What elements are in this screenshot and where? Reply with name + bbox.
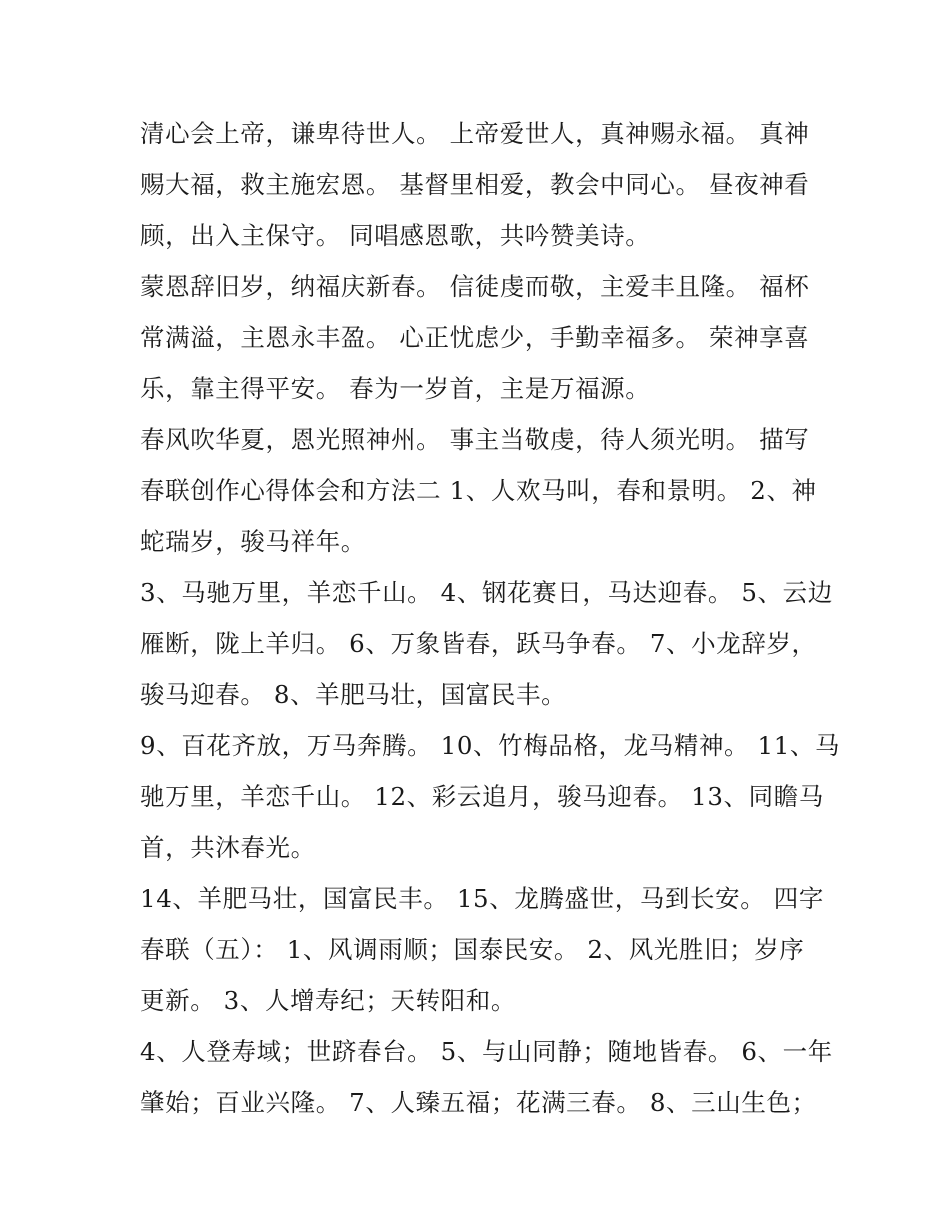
paragraph-3 [140,414,820,567]
text-line: 首，共沐春光。 [140,833,316,862]
text-line: 更新。 3、人增寿纪；天转阳和。 [140,986,516,1015]
text-line: 春联（五）： 1、风调雨顺；国泰民安。 2、风光胜旧；岁序 [140,935,805,964]
text-line: 肇始；百业兴隆。 7、人臻五福；花满三春。 8、三山生色； [140,1088,817,1117]
text-line: 清心会上帝，谦卑待世人。 上帝爱世人，真神赐永福。 真神 [140,119,810,148]
paragraph-6 [140,873,824,1026]
text-line: 赐大福，救主施宏恩。 基督里相爱，教会中同心。 昼夜神看 [140,170,810,199]
text-line: 雁断，陇上羊归。 6、万象皆春，跃马争春。 7、小龙辞岁， [140,629,817,658]
text-line: 骏马迎春。 8、羊肥马壮，国富民丰。 [140,680,567,709]
text-line: 蛇瑞岁，骏马祥年。 [140,527,366,556]
text-line: 乐，靠主得平安。 春为一岁首，主是万福源。 [140,374,651,403]
text-line: 14、羊肥马壮，国富民丰。 15、龙腾盛世，马到长安。 四字 [140,884,824,913]
paragraph-5 [140,720,841,873]
text-line: 驰万里，羊恋千山。 12、彩云追月，骏马迎春。 13、同瞻马 [140,782,824,811]
paragraph-4 [140,567,833,720]
paragraph-7 [140,1026,833,1128]
text-line: 4、人登寿域；世跻春台。 5、与山同静；随地皆春。 6、一年 [140,1037,833,1066]
text-line: 蒙恩辞旧岁，纳福庆新春。 信徒虔而敬，主爱丰且隆。 福杯 [140,272,810,301]
text-line: 常满溢，主恩永丰盈。 心正忧虑少，手勤幸福多。 荣神享喜 [140,323,810,352]
text-line: 顾，出入主保守。 同唱感恩歌，共吟赞美诗。 [140,221,651,250]
text-line: 9、百花齐放，万马奔腾。 10、竹梅品格，龙马精神。 11、马 [140,731,841,760]
text-line: 春风吹华夏，恩光照神州。 事主当敬虔，待人须光明。 描写 [140,425,810,454]
text-line: 3、马驰万里，羊恋千山。 4、钢花赛日，马达迎春。 5、云边 [140,578,833,607]
paragraph-2 [140,261,820,414]
paragraph-1 [140,108,820,261]
document-body [140,108,841,1128]
text-line: 春联创作心得体会和方法二 1、人欢马叫，春和景明。 2、神 [140,476,817,505]
